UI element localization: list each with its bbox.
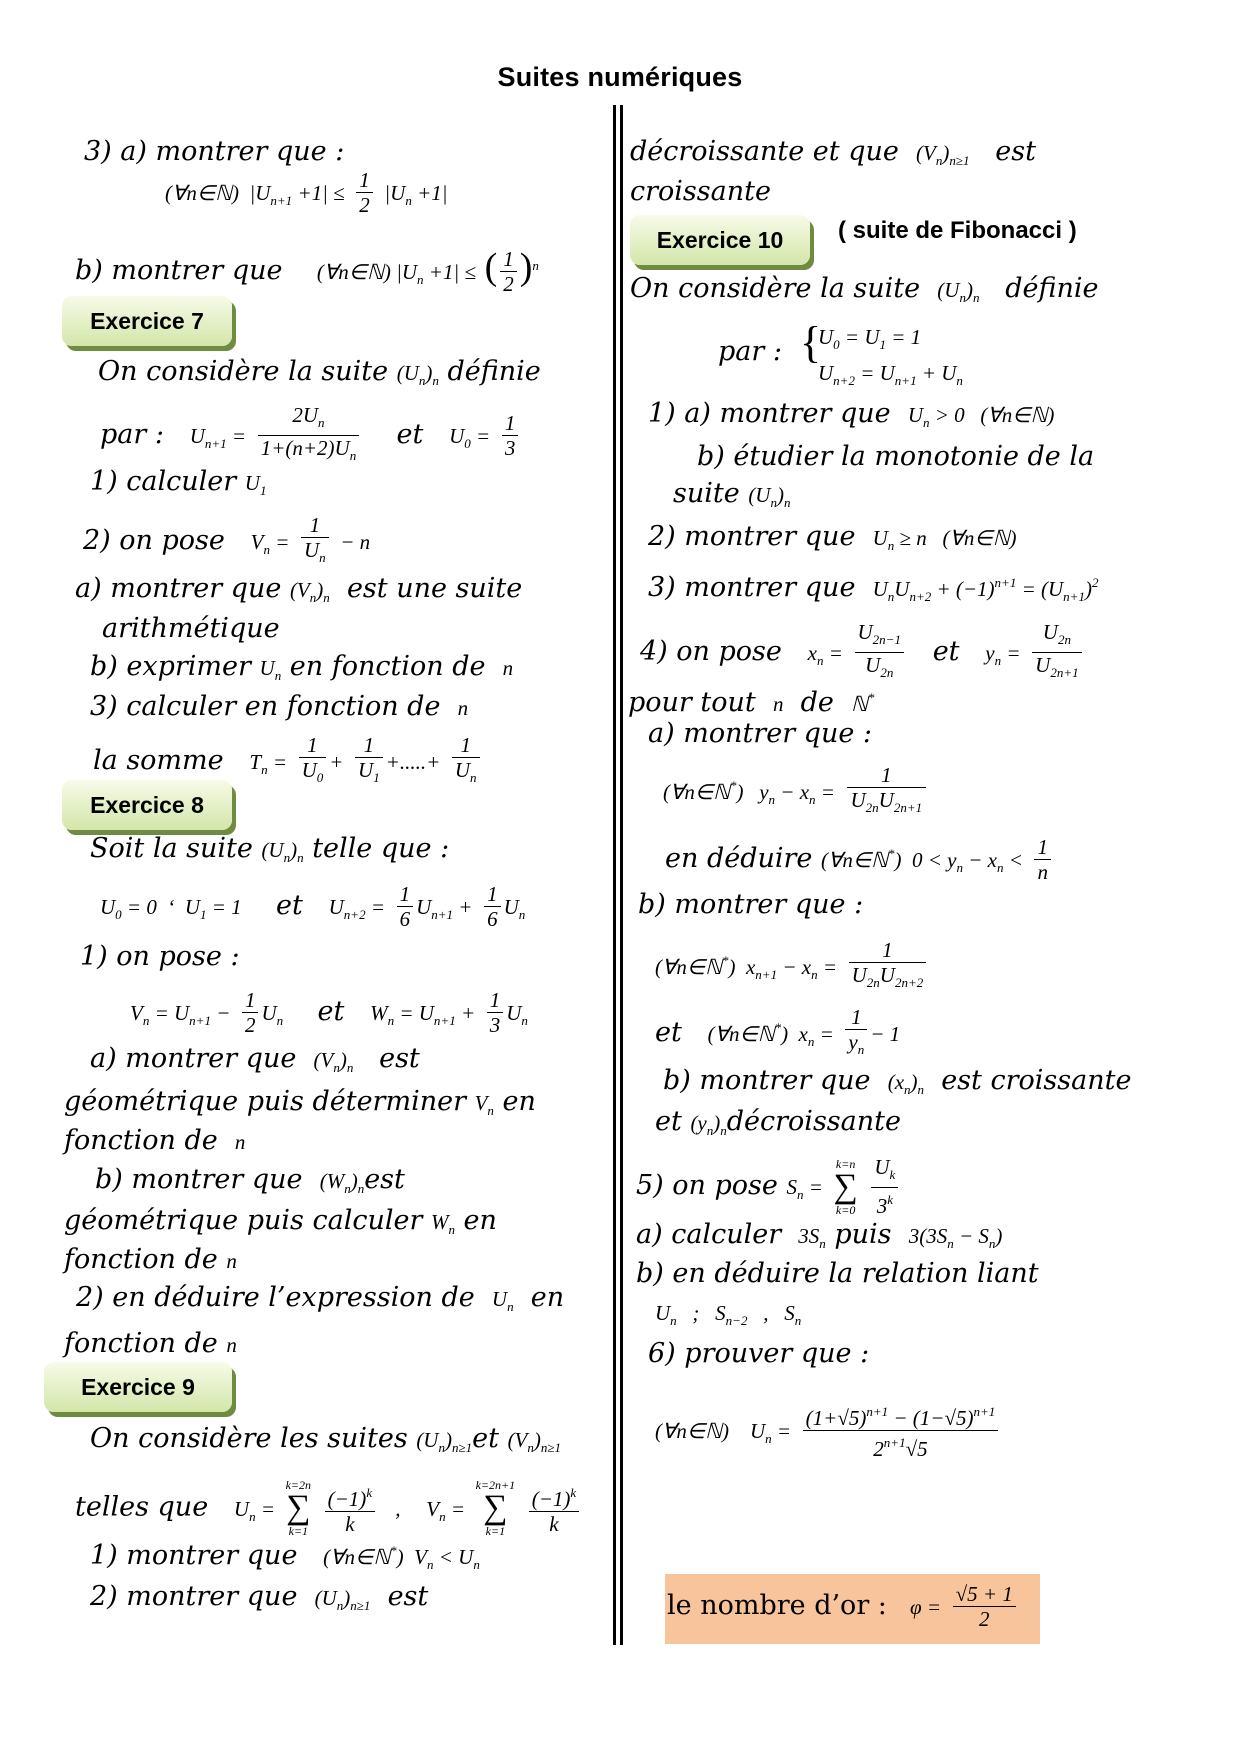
exercise-line: 3) a) montrer que : <box>84 136 345 167</box>
column-separator <box>620 105 623 1645</box>
column-separator <box>613 105 616 1645</box>
formula: $U_n$ ; $S_{n-2}$ , $S_n$ <box>655 1301 802 1328</box>
golden-ratio-formula: φ = $\frac{√5 + 1}{2}$ <box>910 1582 1019 1631</box>
formula: 5) on pose $S_n$ = k=n ∑ k=0 $\frac{U_k}{3^k}$ <box>636 1155 901 1218</box>
exercise-line: par : <box>718 336 782 367</box>
exercise-line: et $(y_n)_ndécroissante$ <box>655 1106 901 1138</box>
exercise-line: 2) montrer que $(U_n)_{n\ge 1}$ est <box>90 1581 429 1613</box>
exercise-line: pour tout n de ℕ* <box>628 687 875 718</box>
exercise-line: b) montrer que $(W_n)_nest$ <box>95 1164 405 1196</box>
exercise-line: 1) montrer que (∀n∈ℕ*) $V_n < U_n$ <box>90 1540 480 1572</box>
golden-ratio-box <box>665 1574 1040 1644</box>
exercise-line: 1) a) montrer que $U_n > 0$ (∀n∈ℕ) <box>648 398 1055 430</box>
exercise-line: b) en déduire la relation liant <box>636 1258 1039 1289</box>
exercise-line: On considère la suite $(U_n)_n$ définie <box>98 356 541 388</box>
exercise-line: 3) montrer que $U_nU_{n+2} + (-1)^{n+1} = (U_{n+1})^2$ <box>648 572 1099 604</box>
formula: (∀n∈ℕ) $|U_{n+1} +1|$ ≤ $\frac{1}{2}$ $|U_n +1|$ <box>165 168 448 217</box>
exercise-line: fonction de n <box>64 1328 237 1359</box>
exercise-line: suite $(U_n)_n$ <box>673 478 791 510</box>
exercise-line: 6) prouver que : <box>648 1338 870 1369</box>
exercise-8-badge: Exercice 8 <box>62 780 232 830</box>
exercise-line: 2) montrer que $U_n \ge n$ (∀n∈ℕ) <box>648 521 1017 553</box>
formula: la somme $T_n$ = $\frac{1}{U_0}$ + $\frac{1}{U_1}$ +.....+ $\frac{1}{U_n}$ <box>93 733 483 790</box>
exercise-line: 1) on pose : <box>80 941 240 972</box>
exercise-7-badge: Exercice 7 <box>62 296 232 346</box>
formula: (∀n∈ℕ*) $y_n - x_n$ = $\frac{1}{U_{2n}U_{2n+1}}$ <box>663 763 929 820</box>
page-title: Suites numériques <box>497 62 743 92</box>
exercise-line: géométrique puis calculer $W_n$ en <box>64 1205 497 1237</box>
formula: (∀n∈ℕ) $U_n$ = $\frac{(1+√5)^{n+1} - (1-√5)^{n+1}}{2^{n+1}√5}$ <box>655 1400 1001 1461</box>
exercise-line: b) montrer que (∀n∈ℕ) $|U_n +1|$ ≤ ( $\frac{1}{2}$ )$^n$ <box>75 246 539 296</box>
formula: $U_0 = 0$ ‘ $U_1 = 1$ et $U_{n+2}$ = $\frac{1}{6}$ $U_{n+1}$ + $\frac{1}{6}$ $U_n$ <box>100 882 526 931</box>
exercise-line: b) exprimer $U_n$ en fonction de n <box>90 651 514 683</box>
formula: 4) on pose $x_n$ = $\frac{U_{2n-1}}{U_{2n}}$ et $y_n$ = $\frac{U_{2n}}{U_{2n+1}}$ <box>640 620 1085 685</box>
exercise-line: fonction de n <box>64 1125 246 1156</box>
exercise-line: a) montrer que $(V_n)_n$ est <box>90 1043 420 1075</box>
exercise-line: croissante <box>630 176 771 207</box>
exercise-line: b) montrer que : <box>638 889 864 920</box>
golden-ratio-label: le nombre d’or : <box>667 1590 887 1621</box>
exercise-line: 1) calculer $U_1$ <box>90 466 267 498</box>
exercise-line: arithmétique <box>102 613 280 644</box>
formula: $V_n = U_{n+1}$ − $\frac{1}{2}$ $U_n$ et $W_n = U_{n+1}$ + $\frac{1}{3}$ $U_n$ <box>130 988 528 1037</box>
exercise-line: 3) calculer en fonction de n <box>90 691 469 722</box>
exercise-line: a) montrer que : <box>648 718 873 749</box>
formula: $U_{n+2} = U_{n+1} + U_n$ <box>818 361 963 388</box>
exercise-line: Soit la suite $(U_n)_n$ telle que : <box>90 833 450 865</box>
formula: en déduire (∀n∈ℕ*) $0 < y_n - x_n$ < $\frac{1}{n}$ <box>665 835 1054 885</box>
exercise-9-badge: Exercice 9 <box>44 1362 232 1412</box>
exercise-10-badge: Exercice 10 <box>630 215 810 265</box>
exercise-line: a) calculer $3S_n$ puis $3(3S_n - S_n)$ <box>636 1219 1003 1251</box>
exercise-line: fonction de n <box>64 1244 237 1275</box>
brace: { <box>800 318 822 367</box>
fibonacci-note: ( suite de Fibonacci ) <box>838 217 1077 244</box>
exercise-line: 2) en déduire l’expression de $U_n$ en <box>76 1282 565 1314</box>
formula: et (∀n∈ℕ*) $x_n$ = $\frac{1}{y_n}$ − 1 <box>655 1005 901 1057</box>
exercise-line: b) étudier la monotonie de la <box>697 441 1095 472</box>
exercise-line: 2) on pose $V_n$ = $\frac{1}{U_n}$ − n <box>83 513 371 565</box>
formula: telles que $U_n$ = k=2n ∑ k=1 $\frac{(-1)^k}{k}$ , $V_n$ = k=2n+1 ∑ k=1 $\frac{(-1)^k}{k}$ <box>75 1478 582 1538</box>
formula: par : $U_{n+1}$ = $\frac{2U_n}{1+(n+2)U_n}$ et $U_0$ = $\frac{1}{3}$ <box>100 403 521 468</box>
exercise-line: On considère les suites $(U_n)_{n\ge 1}et$ $(V_n)_{n\ge 1}$ <box>90 1423 562 1455</box>
formula: (∀n∈ℕ*) $x_{n+1} - x_n$ = $\frac{1}{U_{2n}U_{2n+2}}$ <box>655 938 929 995</box>
exercise-line: a) montrer que $(V_n)_n$ est une suite <box>75 573 523 605</box>
exercise-line: b) montrer que $(x_n)_n$ est croissante <box>663 1065 1132 1097</box>
exercise-line: On considère la suite $(U_n)_n$ définie <box>630 273 1099 305</box>
exercise-line: géométrique puis déterminer $V_n$ en <box>64 1086 536 1118</box>
formula: $U_0 = U_1 = 1$ <box>818 325 922 352</box>
exercise-line: décroissante et que $(V_n)_{n\ge 1}$ est <box>630 136 1036 168</box>
